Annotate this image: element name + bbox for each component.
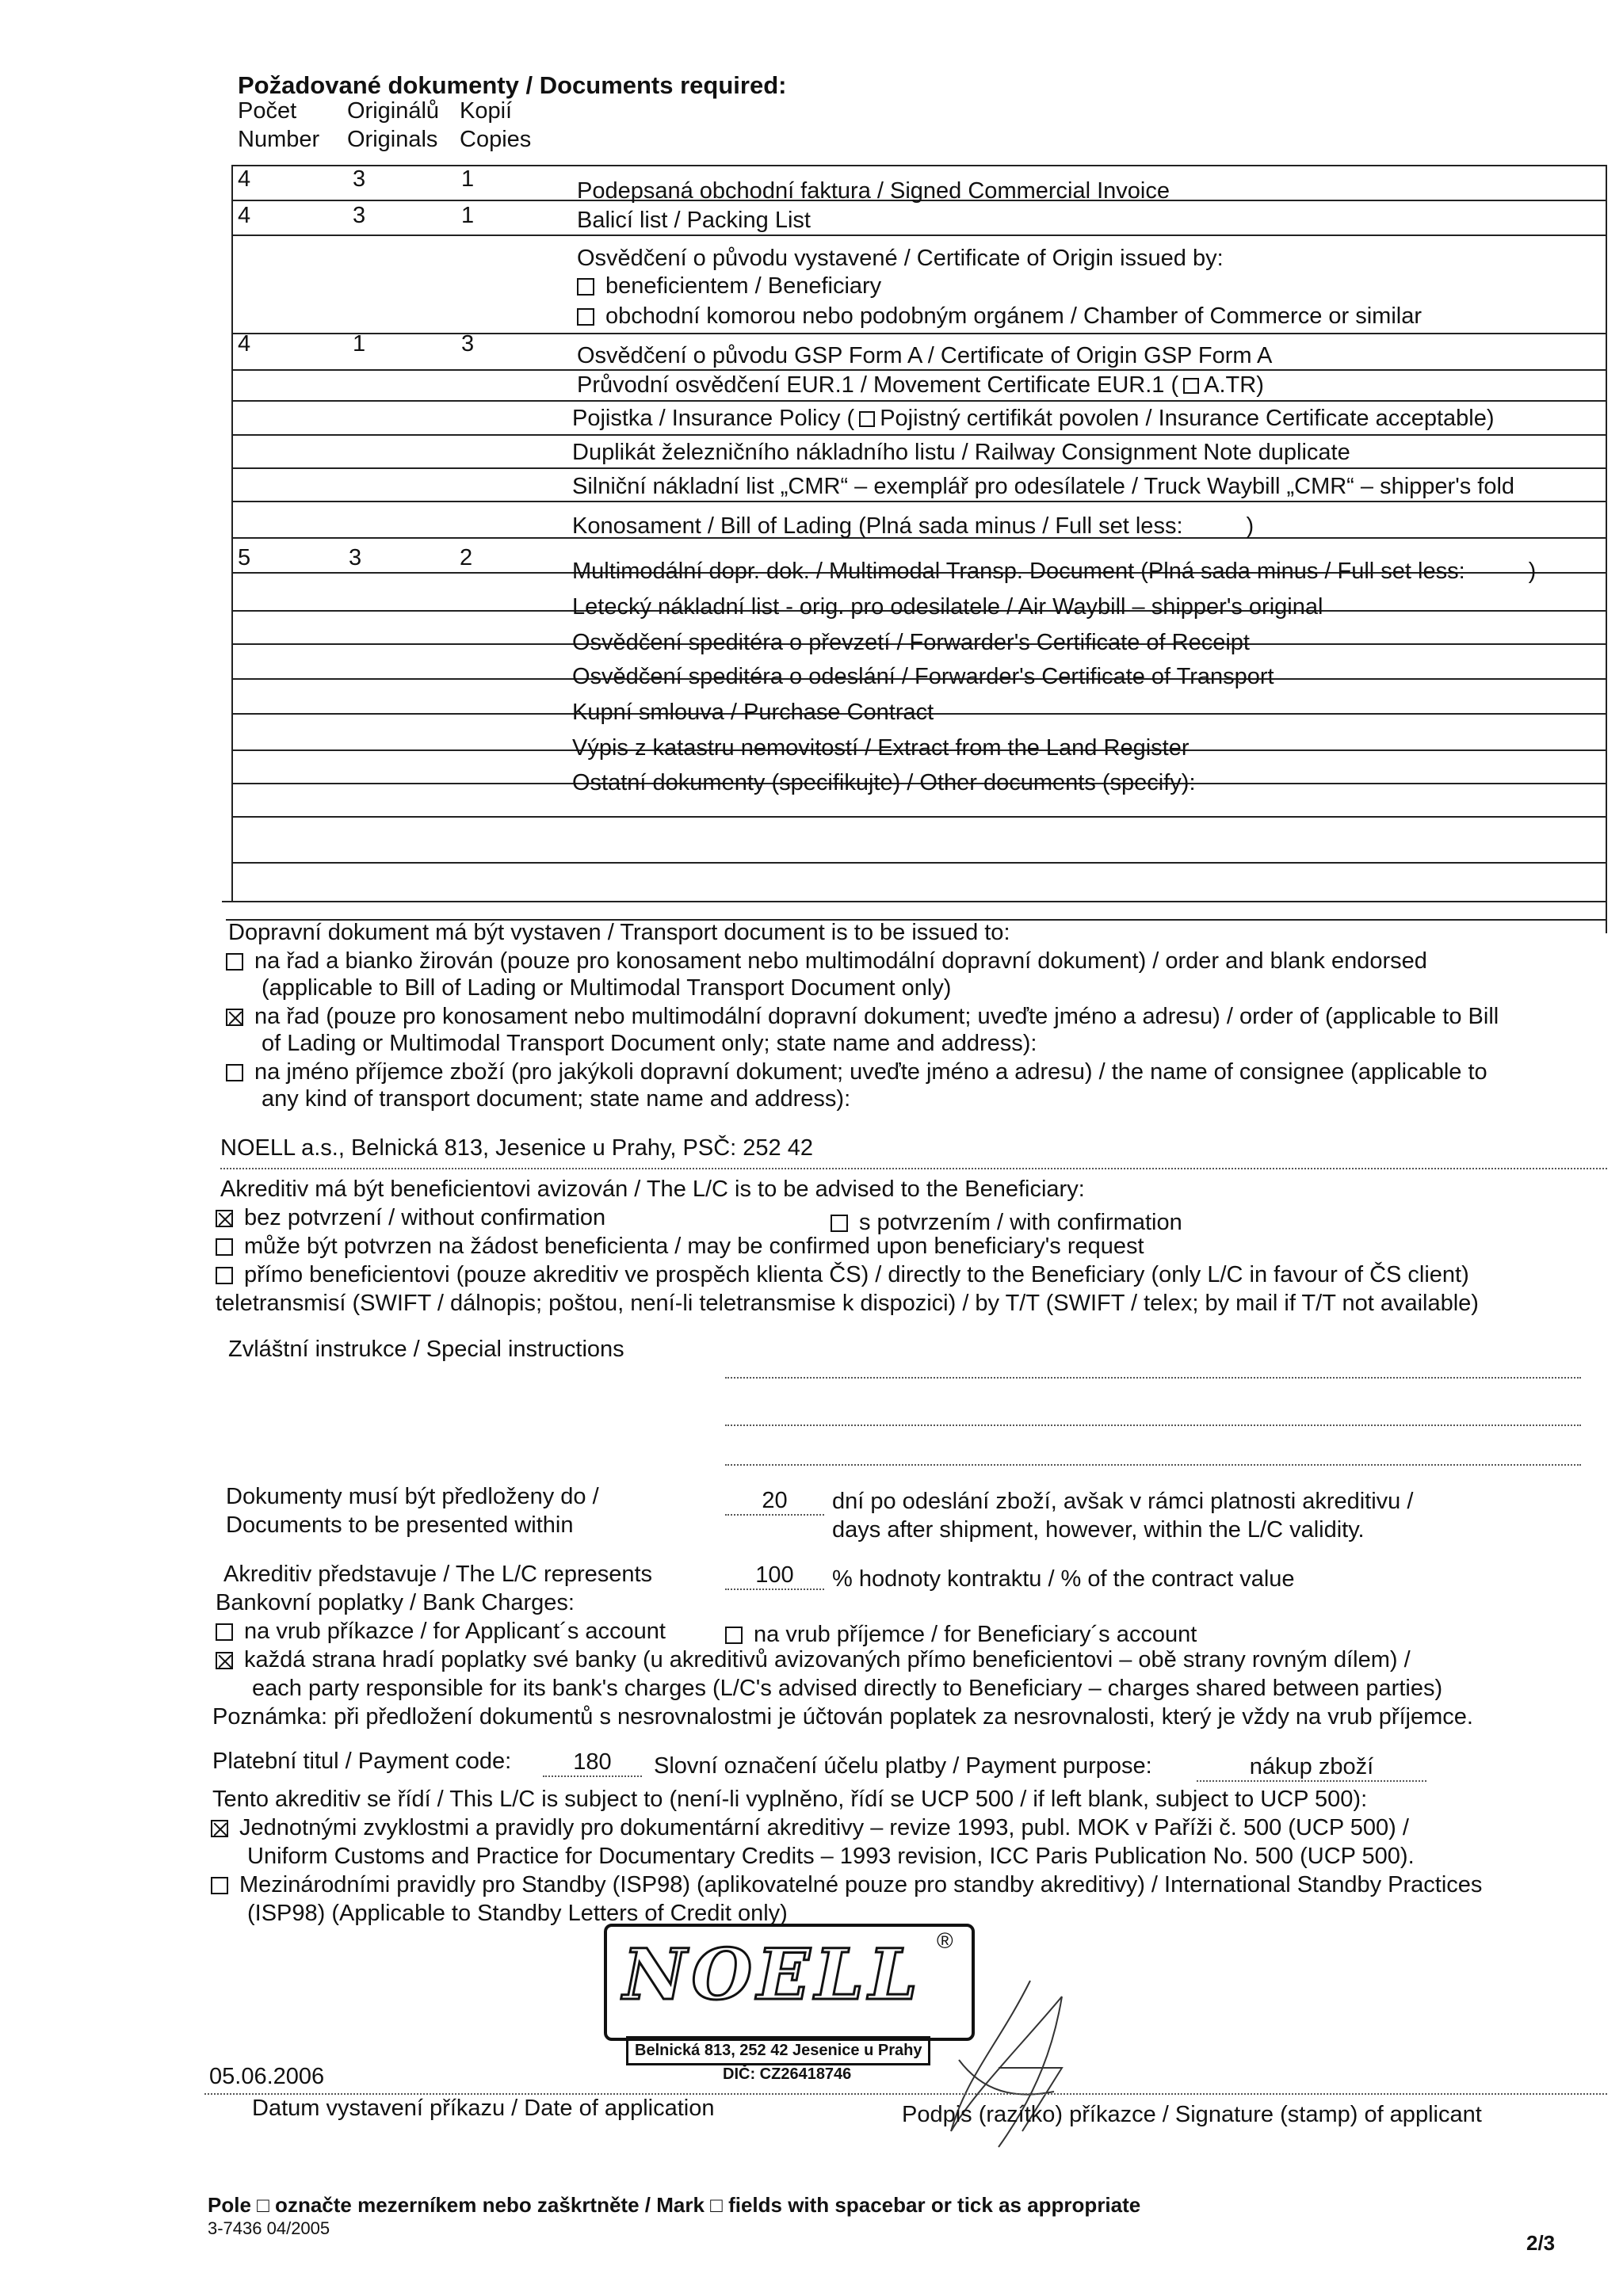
presentation-label-cz: Dokumenty musí být předloženy do / (226, 1484, 599, 1509)
doc-row-air-waybill: Letecký nákladní list - orig. pro odesilatele / Air Waybill – shipper's original (572, 594, 1323, 620)
col-number-en: Number (238, 127, 320, 152)
isp98-checkbox[interactable] (211, 1877, 228, 1894)
charges-beneficiary-checkbox[interactable] (725, 1627, 743, 1644)
table-row-separator (231, 467, 1607, 469)
row-label: Osvědčení o původu GSP Form A / Certificate of Origin GSP Form A (577, 343, 1273, 368)
presentation-days-field[interactable]: 20 (725, 1488, 824, 1516)
rules-ucp500-option: Jednotnými zvyklostmi a pravidly pro dokumentární akreditivy – revize 1993, publ. MOK v Paříži č. 500 (UCP 500) / (211, 1814, 1409, 1841)
advise-may-be-confirmed: může být potvrzen na žádost beneficienta / may be confirmed upon beneficiary's request (216, 1233, 1144, 1260)
application-date[interactable]: 05.06.2006 (209, 2064, 325, 2089)
registered-mark: ® (937, 1928, 953, 1953)
table-row-separator (231, 501, 1607, 502)
transport-option-consignee: na jméno příjemce zboží (pro jakýkoli dopravní dokument; uveďte jméno a adresu) / the name of consignee (applicable to (226, 1058, 1487, 1085)
col-originals-en: Originals (347, 127, 438, 152)
rules-isp98-line2: (ISP98) (Applicable to Standby Letters of Credit only) (247, 1901, 788, 1926)
col-copies-en: Copies (460, 127, 532, 152)
table-border-bottom (222, 901, 1607, 902)
row-copies: 1 (461, 203, 475, 228)
represents-value-field[interactable]: 100 (725, 1562, 824, 1590)
col-copies-cz: Kopií (460, 98, 513, 124)
form-code: 3-7436 04/2005 (208, 2218, 330, 2238)
row-label: Osvědčení o původu vystavené / Certificate of Origin issued by: (577, 246, 1224, 271)
document-page: Požadované dokumenty / Documents required: Počet Originálů Kopií Number Originals Copies 4 3 1 Podepsaná obchodní faktura / Signed Commercial Invoice 4 3 1 Balicí list / Packing List Osvědčení o původu vystavené / Certificate of Origin issued by: beneficientem / Beneficiary obchodní komorou nebo podobným orgánem / Chamber of Commerce or similar 4 1 3 Osvědčení o původu GSP Form A / Certificate of Origin GSP Form A Průvodní osvědčení EUR.1 / Movement Certificate EUR.1 ( A.TR) Pojistka / Insurance Policy ( Pojistný certifikát povolen / Insurance Certificate acceptable) Duplikát železničního nákladního listu / Railway Consignment Note duplicate Silniční nákladní list „CMR“ – exemplář pro odesílatele / Truck Waybill „CMR“ – shipper's fold Konosament / Bill of Lading (Plná sada minus / Full set less: ) 5 3 2 Multimodální dopr. dok. / Multimodal Transp. Document (Plná sada minus / Full set less: ) Letecký nákladní list - orig. pro odesilatele / Air Waybill – shipper's original Osvědčení speditéra o převzetí / Forwarder's Certificate of Receipt Osvědčení speditéra o odeslání / Forwarder's Certificate of Transport Kupní smlouva / Purchase Contract Výpis z katastru nemovitostí / Extract from the Land Register Ostatní dokumenty (specifikujte) / Other documents (specify): Dopravní dokument má být vystaven / Transport document is to be issued to: na řad a bianko žirován (pouze pro konosament nebo multimodální dopravní dokument) / order and blank endorsed (applicable to Bill of Lading or Multimodal Transport Document only) na řad (pouze pro konosament nebo multimodální dopravní dokument; uveďte jméno a adresu) / order of (applicable to Bill of Lading or Multimodal Transport Document only; state name and address): na jméno příjemce zboží (pro jakýkoli dopravní dokument; uveďte jméno a adresu) / the name of consignee (applicable to any kind of transport document; state name and address): NOELL a.s., Belnická 813, Jesenice u Prahy, PSČ: 252 42 Akreditiv má být beneficientovi avizován / The L/C is to be advised to the Beneficiary: bez potvrzení / without confirmation s potvrzením / with confirmation může být potvrzen na žádost beneficienta / may be confirmed upon beneficiary's request přímo beneficientovi (pouze akreditiv ve prospěch klienta ČS) / directly to the Beneficiary (only L/C in favour of ČS client) teletransmisí (SWIFT / dálnopis; poštou, není-li teletransmise k dispozici) / by T/T (SWIFT / telex; by mail if T/T not available) Zvláštní instrukce / Special instructions Dokumenty musí být předloženy do / Documents to be presented within 20 dní po odeslání zboží, avšak v rámci platnosti akreditivu / days after shipment, however, within the L/C validity. Akreditiv představuje / The L/C represents 100 % hodnoty kontraktu / % of the contract value Bankovní poplatky / Bank Charges: na vrub příkazce / for Applicant´s account na vrub příjemce / for Beneficiary´s account každá strana hradí poplatky své banky (u akreditivů avizovaných přímo beneficientovi – obě strany rovným dílem) / each party responsible for its bank's charges (L/C's advised directly to Beneficiary – charges shared between parties) Poznámka: při předložení dokumentů s nesrovnalostmi je účtován poplatek za nesrovnalosti, který je vždy na vrub příjemce. Platební titul / Payment code: 180 Slovní označení účelu platby / Payment purpose: nákup zboží Tento akreditiv se řídí / This L/C is subject to (není-li vyplněno, řídí se UCP 500 / if left blank, subject to UCP 500): Jednotnými zvyklostmi a pravidly pro dokumentární akreditivy – revize 1993, publ. MOK v Paříži č. 500 (UCP 500) / Uniform Customs and Practice for Documentary Credits – 1993 revision, ICC Paris Publication No. 500 (UCP 500). Mezinárodními pravidly pro Standby (ISP98) (aplikovatelné pouze pro standby akreditivy) / International Standby Practices (ISP98) (Applicable to Standby Letters of Credit only) NOELL ® Belnická 813, 252 42 Jesenice u Prahy DIČ: CZ26418746 05.06.2006 Datum vystavení příkazu / Date of application Podpis (razítko) příkazce / Signature (stamp) of applicant Pole □ označte mezerníkem nebo zaškrtněte / Mark □ fields with spacebar or tick as appropriate 3-7436 04/2005 2/3 (0, 0, 1623, 2296)
row-originals: 3 (353, 166, 366, 192)
rules-isp98-option: Mezinárodními pravidly pro Standby (ISP98) (aplikovatelné pouze pro standby akreditivy) / International Standby Practices (211, 1871, 1482, 1898)
doc-row-land-register: Výpis z katastru nemovitostí / Extract from the Land Register (572, 735, 1190, 761)
section-title: Požadované dokumenty / Documents required: (238, 71, 787, 99)
rules-ucp500-line2: Uniform Customs and Practice for Documentary Credits – 1993 revision, ICC Paris Publication No. 500 (UCP 500). (247, 1844, 1415, 1869)
advise-with-confirmation: s potvrzením / with confirmation (831, 1209, 1182, 1236)
atr-checkbox[interactable] (1183, 378, 1199, 394)
doc-row-other-documents: Ostatní dokumenty (specifikujte) / Other documents (specify): (572, 770, 1196, 795)
special-instructions-line-3[interactable] (725, 1464, 1581, 1466)
transport-option-order-of-line2: of Lading or Multimodal Transport Document only; state name and address): (262, 1031, 1037, 1056)
doc-row-bill-of-lading: Konosament / Bill of Lading (Plná sada minus / Full set less: ) (572, 513, 1254, 539)
page-number: 2/3 (1526, 2231, 1556, 2255)
consignee-address[interactable]: NOELL a.s., Belnická 813, Jesenice u Prahy, PSČ: 252 42 (220, 1135, 813, 1161)
charges-each-line2: each party responsible for its bank's charges (L/C's advised directly to Beneficiary – charges shared between parties) (252, 1676, 1443, 1701)
advising-heading: Akreditiv má být beneficientovi avizován / The L/C is to be advised to the Beneficiary: (220, 1177, 1085, 1202)
transport-consignee-checkbox[interactable] (226, 1064, 243, 1081)
insurance-certificate-checkbox[interactable] (859, 411, 875, 427)
may-be-confirmed-checkbox[interactable] (216, 1238, 233, 1256)
transport-heading: Dopravní dokument má být vystaven / Transport document is to be issued to: (228, 920, 1010, 945)
transport-order-checkbox[interactable] (226, 1009, 243, 1026)
payment-purpose-label: Slovní označení účelu platby / Payment purpose: (654, 1753, 1152, 1779)
row-originals: 3 (349, 545, 362, 570)
noell-logo: NOELL (623, 1933, 922, 2016)
table-row-separator (231, 369, 1607, 371)
row-copies: 2 (460, 545, 473, 570)
col-originals-cz: Originálů (347, 98, 440, 124)
payment-code-field[interactable]: 180 (543, 1749, 642, 1777)
charges-note: Poznámka: při předložení dokumentů s nesrovnalostmi je účtován poplatek za nesrovnalosti, který je vždy na vrub příjemce. (212, 1704, 1473, 1730)
doc-row-forwarder-receipt: Osvědčení speditéra o převzetí / Forwarder's Certificate of Receipt (572, 630, 1250, 655)
doc-row-cmr: Silniční nákladní list „CMR“ – exemplář pro odesílatele / Truck Waybill „CMR“ – shipper's fold (572, 474, 1515, 499)
table-row-separator (231, 235, 1607, 236)
charges-applicant-checkbox[interactable] (216, 1623, 233, 1641)
doc-row-railway: Duplikát železničního nákladního listu / Railway Consignment Note duplicate (572, 440, 1350, 465)
represents-suffix: % hodnoty kontraktu / % of the contract value (832, 1566, 1295, 1592)
charges-each-option: každá strana hradí poplatky své banky (u akreditivů avizovaných přímo beneficientovi – obě strany rovným dílem) / (216, 1646, 1411, 1673)
special-instructions-line-2[interactable] (725, 1425, 1581, 1426)
transport-option-order-of: na řad (pouze pro konosament nebo multimodální dopravní dokument; uveďte jméno a adresu) / order of (applicable to Bill (226, 1003, 1499, 1030)
row-originals: 1 (353, 331, 366, 357)
origin-chamber-option: obchodní komorou nebo podobným orgánem / Chamber of Commerce or similar (577, 303, 1422, 330)
advise-transmission: teletransmisí (SWIFT / dálnopis; poštou, není-li teletransmise k dispozici) / by T/T (SWIFT / telex; by mail if T/T not available) (216, 1291, 1479, 1316)
transport-blank-checkbox[interactable] (226, 953, 243, 971)
table-border-left (231, 165, 233, 902)
row-number: 5 (238, 545, 251, 570)
direct-checkbox[interactable] (216, 1267, 233, 1284)
row-label: Multimodální dopr. dok. / Multimodal Transp. Document (Plná sada minus / Full set less: (572, 559, 1465, 584)
row-label: Podepsaná obchodní faktura / Signed Commercial Invoice (577, 178, 1170, 204)
represents-label: Akreditiv představuje / The L/C represents (223, 1562, 653, 1587)
doc-row-eur1: Průvodní osvědčení EUR.1 / Movement Certificate EUR.1 ( A.TR) (577, 372, 1264, 398)
chamber-checkbox[interactable] (577, 308, 594, 326)
special-instructions-label: Zvláštní instrukce / Special instructions (228, 1337, 624, 1362)
row-number: 4 (238, 331, 251, 357)
doc-row-forwarder-transport: Osvědčení speditéra o odeslání / Forwarder's Certificate of Transport (572, 664, 1274, 689)
presentation-label-en: Documents to be presented within (226, 1512, 574, 1538)
consignee-underline (220, 1168, 1607, 1169)
table-row-separator (231, 816, 1607, 818)
row-label: Balicí list / Packing List (577, 208, 811, 233)
payment-purpose-field[interactable]: nákup zboží (1197, 1754, 1426, 1782)
date-label: Datum vystavení příkazu / Date of application (252, 2096, 715, 2121)
table-row-separator (231, 862, 1607, 864)
charges-beneficiary-option: na vrub příjemce / for Beneficiary´s account (725, 1621, 1197, 1648)
row-number: 4 (238, 166, 251, 192)
with-confirmation-checkbox[interactable] (831, 1215, 848, 1232)
beneficiary-checkbox[interactable] (577, 278, 594, 296)
stamp-address: Belnická 813, 252 42 Jesenice u Prahy (626, 2036, 930, 2065)
presentation-after-cz: dní po odeslání zboží, avšak v rámci platnosti akreditivu / (832, 1489, 1414, 1514)
charges-each-checkbox[interactable] (216, 1652, 233, 1669)
col-number-cz: Počet (238, 98, 297, 124)
without-confirmation-checkbox[interactable] (216, 1210, 233, 1227)
special-instructions-line-1[interactable] (725, 1377, 1581, 1379)
row-number: 4 (238, 203, 251, 228)
row-copies: 3 (461, 331, 475, 357)
transport-option-blank-endorsed-line2: (applicable to Bill of Lading or Multimodal Transport Document only) (262, 975, 952, 1001)
doc-row-insurance: Pojistka / Insurance Policy ( Pojistný certifikát povolen / Insurance Certificate acceptable) (572, 406, 1495, 431)
ucp500-checkbox[interactable] (211, 1820, 228, 1837)
doc-row-purchase-contract: Kupní smlouva / Purchase Contract (572, 700, 934, 725)
rules-heading: Tento akreditiv se řídí / This L/C is subject to (není-li vyplněno, řídí se UCP 500 / if left blank, subject to UCP 500): (212, 1787, 1368, 1812)
table-border-right (1606, 165, 1607, 933)
table-row-separator (231, 400, 1607, 402)
footer-note: Pole □ označte mezerníkem nebo zaškrtněte / Mark □ fields with spacebar or tick as appropriate (208, 2193, 1141, 2217)
charges-applicant-option: na vrub příkazce / for Applicant´s account (216, 1618, 666, 1645)
table-border-top (231, 165, 1607, 166)
table-row-separator (231, 434, 1607, 436)
signature-label: Podpis (razítko) příkazce / Signature (stamp) of applicant (902, 2102, 1482, 2127)
signature-scribble (903, 1949, 1141, 2171)
advise-without-confirmation: bez potvrzení / without confirmation (216, 1204, 605, 1231)
payment-code-label: Platební titul / Payment code: (212, 1749, 512, 1774)
charges-heading: Bankovní poplatky / Bank Charges: (216, 1590, 575, 1615)
table-row-separator (231, 333, 1607, 334)
transport-option-blank-endorsed: na řad a bianko žirován (pouze pro konosament nebo multimodální dopravní dokument) / order and blank endorsed (226, 948, 1427, 974)
presentation-after-en: days after shipment, however, within the L/C validity. (832, 1517, 1365, 1543)
stamp-dic: DIČ: CZ26418746 (723, 2065, 852, 2083)
transport-option-consignee-line2: any kind of transport document; state name and address): (262, 1086, 851, 1112)
row-originals: 3 (353, 203, 366, 228)
origin-beneficiary-option: beneficientem / Beneficiary (577, 273, 881, 299)
advise-direct: přímo beneficientovi (pouze akreditiv ve prospěch klienta ČS) / directly to the Beneficiary (only L/C in favour of ČS client) (216, 1261, 1469, 1288)
row-copies: 1 (461, 166, 475, 192)
